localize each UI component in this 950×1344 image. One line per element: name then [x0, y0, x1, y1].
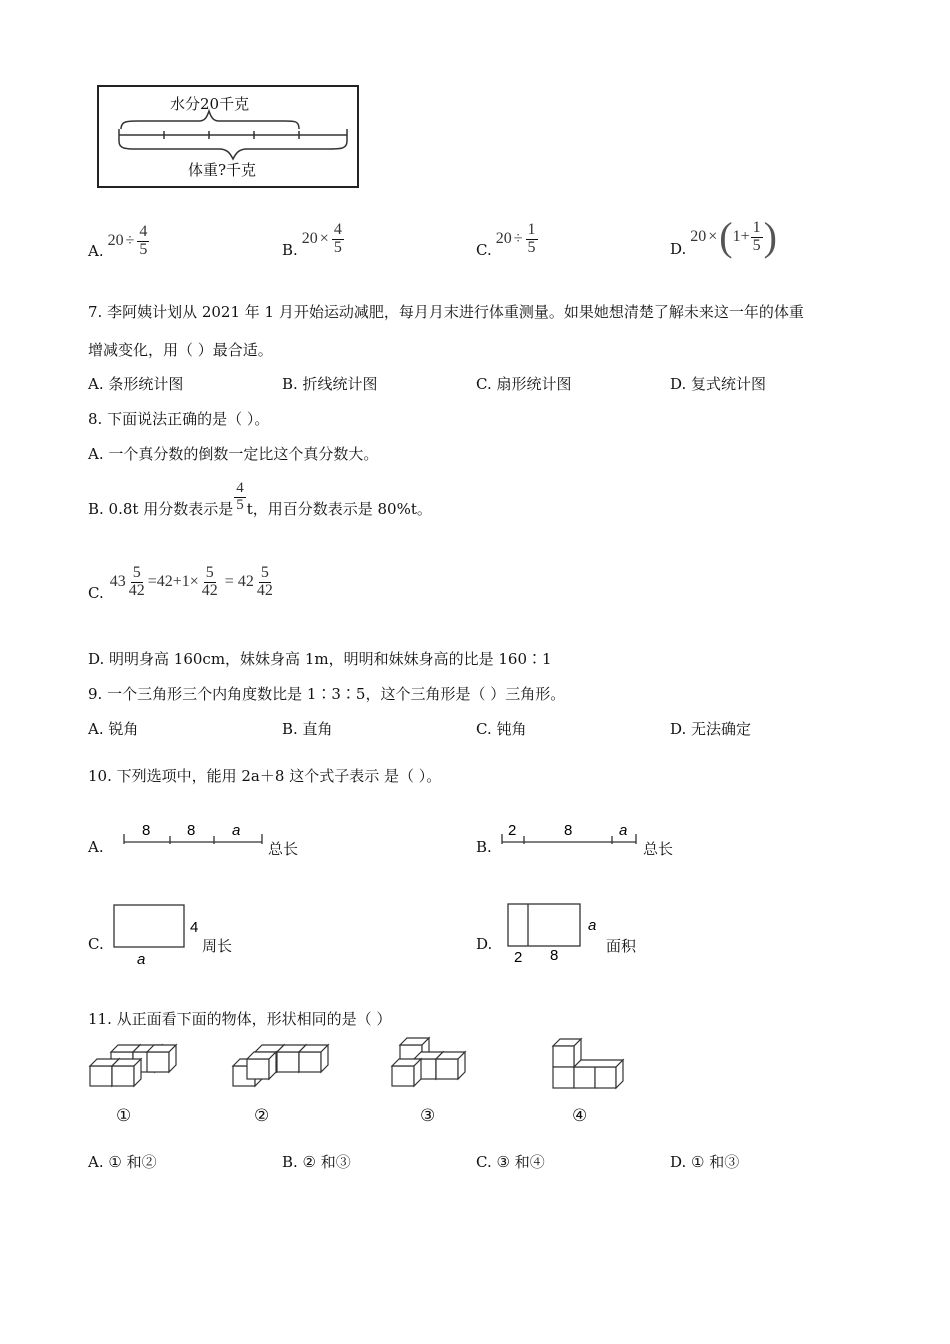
paren-right: )	[763, 214, 777, 259]
fraction: $\frac{4}{5}$	[333, 220, 342, 256]
q10-option-b-caption: 总长	[643, 840, 674, 858]
q8-option-d[interactable]: D. 明明身高 160cm，妹妹身高 1m，明明和妹妹身高的比是 160∶1	[88, 650, 552, 668]
q10-option-d-caption: 面积	[606, 937, 637, 955]
q10-option-d-diagram	[504, 900, 604, 968]
q11-figure-label-3: ③	[420, 1106, 436, 1126]
q8-option-c[interactable]: C. 43 $\frac{5}{42}$ =42+1× $\frac{5}{42}$ = 42 $\frac{5}{42}$	[88, 563, 273, 602]
q6-option-c[interactable]: C. 20 ÷ $\frac{1}{5}$	[476, 220, 536, 259]
q6-option-b[interactable]: B. 20 × $\frac{4}{5}$	[282, 220, 342, 259]
rect-base-label: a	[137, 951, 146, 968]
q7-option-c[interactable]: C. 扇形统计图	[476, 375, 572, 393]
q7-option-d[interactable]: D. 复式统计图	[670, 375, 767, 393]
cube-figure-3	[392, 1038, 465, 1086]
q10-option-d-label[interactable]: D.	[476, 935, 493, 953]
cube-figure-1	[90, 1045, 176, 1086]
segment-value: a	[232, 822, 241, 839]
q11-option-d[interactable]: D. ① 和③	[670, 1153, 740, 1171]
q11-figure-label-4: ④	[572, 1106, 588, 1126]
q7-stem-line1: 7. 李阿姨计划从 2021 年 1 月开始运动减肥，每月月末进行体重测量。如果她想清楚了解未来这一年的体重	[88, 303, 804, 321]
q10-stem: 10. 下列选项中，能用 2a＋8 这个式子表示 是（ ）。	[88, 767, 442, 785]
q10-option-a-label[interactable]: A.	[88, 838, 104, 856]
segment-value: 8	[187, 822, 196, 839]
q9-option-a[interactable]: A. 锐角	[88, 720, 139, 738]
q6-option-a[interactable]: A. 20 ÷ $\frac{4}{5}$	[88, 222, 148, 260]
fraction: $\frac{5}{42}$	[256, 563, 273, 599]
rect-base-label: 8	[550, 947, 559, 964]
fraction: $\frac{5}{42}$	[128, 563, 145, 599]
q10-option-a-caption: 总长	[268, 840, 299, 858]
q10-option-c-caption: 周长	[202, 937, 233, 955]
q9-stem: 9. 一个三角形三个内角度数比是 1∶3∶5，这个三角形是（ ）三角形。	[88, 685, 566, 703]
q8-option-b[interactable]: B. 0.8t 用分数表示是 $\frac{4}{5}$ t，用百分数表示是 80%t。	[88, 480, 432, 518]
cube-figure-2	[233, 1045, 328, 1086]
q6-option-d[interactable]: D. 20 × ( 1+ $\frac{1}{5}$ )	[670, 214, 777, 259]
q11-figure-label-2: ②	[254, 1106, 270, 1126]
q8-stem: 8. 下面说法正确的是（ ）。	[88, 410, 270, 428]
diagram-bottom-label: 体重?千克	[188, 161, 257, 179]
q10-option-b-diagram	[498, 818, 643, 852]
q11-cube-figures	[85, 1036, 645, 1096]
q11-option-a[interactable]: A. ① 和②	[88, 1153, 157, 1171]
q9-option-b[interactable]: B. 直角	[282, 720, 333, 738]
segment-value: a	[619, 822, 628, 839]
q7-stem-line2: 增减变化，用（ ）最合适。	[88, 341, 273, 359]
q10-option-c-diagram	[110, 902, 205, 968]
cube-figure-4	[553, 1039, 623, 1088]
q9-option-c[interactable]: C. 钝角	[476, 720, 527, 738]
fraction: $\frac{1}{5}$	[527, 220, 536, 256]
rect-base-label: 2	[514, 949, 523, 966]
fraction: $\frac{5}{42}$	[201, 563, 218, 599]
q10-option-c-label[interactable]: C.	[88, 935, 104, 953]
q10-option-a-diagram	[118, 818, 268, 852]
bottom-brace	[119, 141, 347, 159]
q11-option-c[interactable]: C. ③ 和④	[476, 1153, 545, 1171]
diagram-top-label: 水分20千克	[170, 95, 250, 113]
rect-side-label: 4	[190, 919, 199, 936]
q10-option-b-label[interactable]: B.	[476, 838, 492, 856]
q7-option-a[interactable]: A. 条形统计图	[88, 375, 184, 393]
q11-option-b[interactable]: B. ② 和③	[282, 1153, 351, 1171]
q8-option-a[interactable]: A. 一个真分数的倒数一定比这个真分数大。	[88, 445, 379, 463]
q9-option-d[interactable]: D. 无法确定	[670, 720, 752, 738]
q7-option-b[interactable]: B. 折线统计图	[282, 375, 378, 393]
rect-side-label: a	[588, 917, 597, 934]
segment-value: 8	[142, 822, 151, 839]
fraction: $\frac{4}{5}$	[139, 222, 148, 258]
segment-value: 2	[508, 822, 517, 839]
fraction: $\frac{4}{5}$	[236, 480, 244, 513]
fraction: $\frac{1}{5}$	[752, 218, 761, 254]
q11-stem: 11. 从正面看下面的物体，形状相同的是（ ）	[88, 1010, 392, 1028]
q11-figure-label-1: ①	[116, 1106, 132, 1126]
paren-left: (	[719, 214, 733, 259]
segment-value: 8	[564, 822, 573, 839]
